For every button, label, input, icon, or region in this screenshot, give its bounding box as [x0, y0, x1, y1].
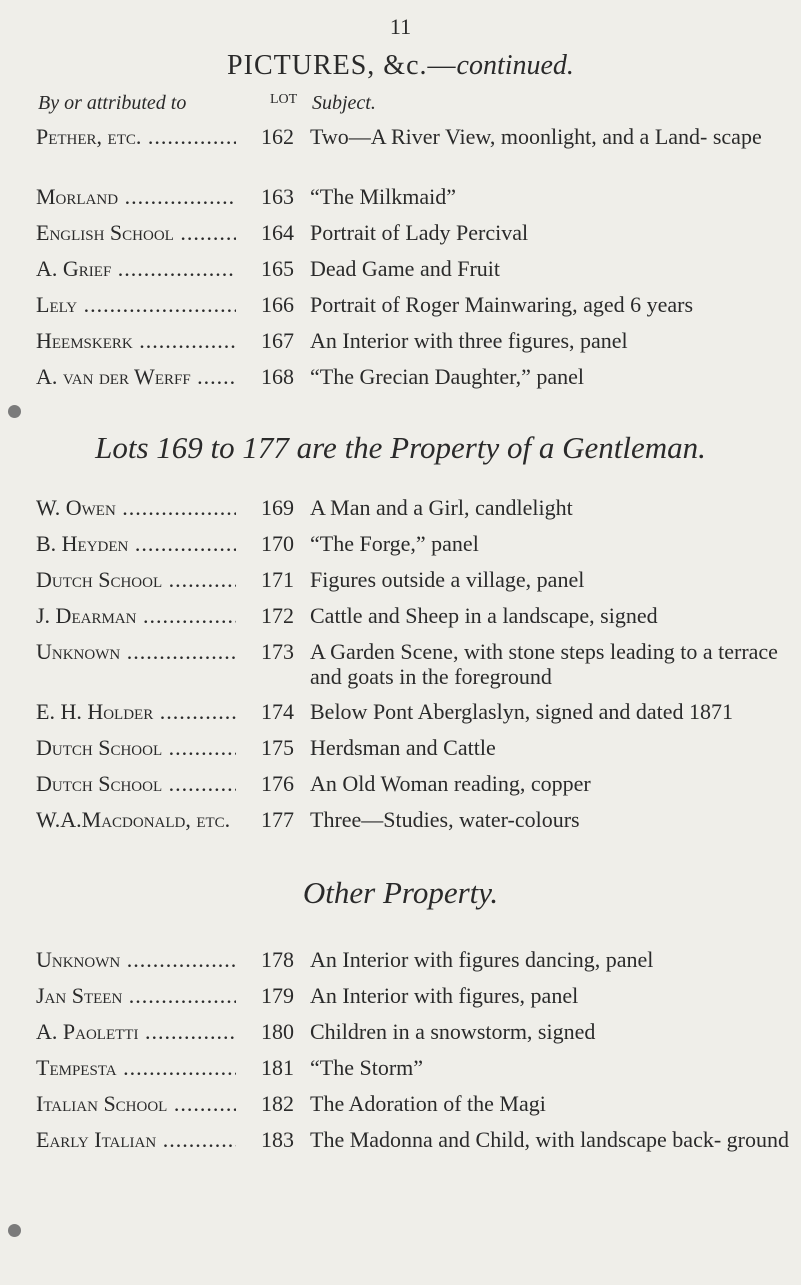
artist-name: Pether, etc. ..... — [36, 124, 236, 149]
lot-number: 176 — [238, 771, 294, 796]
artist-name: B. Heyden ..... — [36, 531, 236, 556]
lot-number: 173 — [238, 639, 294, 664]
lot-number: 174 — [238, 699, 294, 724]
binding-hole-marker — [8, 405, 21, 418]
lot-number: 166 — [238, 292, 294, 317]
page-title — [0, 50, 801, 82]
subject-text: Children in a snowstorm, signed — [310, 1019, 596, 1044]
artist-name: Unknown ..... — [36, 639, 236, 664]
artist-name: Jan Steen ..... — [36, 983, 236, 1008]
lot-number: 170 — [238, 531, 294, 556]
subject-text: Figures outside a village, panel — [310, 567, 585, 592]
binding-hole-marker — [8, 1224, 21, 1237]
lot-number: 164 — [238, 220, 294, 245]
artist-name: E. H. Holder ..... — [36, 699, 236, 724]
lot-number: 175 — [238, 735, 294, 760]
artist-name: Dutch School ..... — [36, 771, 236, 796]
subject-text: Cattle and Sheep in a landscape, signed — [310, 603, 658, 628]
lot-number: 171 — [238, 567, 294, 592]
title-main: PICTURES, &c.— — [227, 50, 457, 81]
lot-number: 162 — [238, 124, 294, 149]
artist-name: A. van der Werff ..... — [36, 364, 236, 389]
section-heading: Lots 169 to 177 are the Property of a Gentleman. — [95, 430, 706, 465]
header-subject: Subject. — [312, 92, 376, 114]
artist-name: Lely ..... — [36, 292, 236, 317]
lot-number: 172 — [238, 603, 294, 628]
artist-name: J. Dearman ..... — [36, 603, 236, 628]
lot-number: 178 — [238, 947, 294, 972]
artist-name: W. Owen ..... — [36, 495, 236, 520]
subject-text: Herdsman and Cattle — [310, 735, 496, 760]
subject-text: Portrait of Lady Percival — [310, 220, 529, 245]
artist-name: A. Grief ..... — [36, 256, 236, 281]
lot-number: 163 — [238, 184, 294, 209]
title-suffix: continued. — [456, 50, 574, 81]
lot-number: 168 — [238, 364, 294, 389]
lot-number: 181 — [238, 1055, 294, 1080]
header-lot: LOT — [270, 92, 298, 107]
subject-text: Three—Studies, water-colours — [310, 807, 580, 832]
subject-text: The Madonna and Child, with landscape back- ground — [310, 1127, 789, 1152]
subject-text: An Interior with figures dancing, panel — [310, 947, 654, 972]
artist-name: Dutch School ..... — [36, 567, 236, 592]
subject-text: Below Pont Aberglaslyn, signed and dated 1871 — [310, 699, 734, 724]
lot-number: 183 — [238, 1127, 294, 1152]
artist-name: Tempesta ..... — [36, 1055, 236, 1080]
subject-text: A Man and a Girl, candlelight — [310, 495, 573, 520]
artist-name: W.A.Macdonald, etc. ..... — [36, 807, 236, 832]
lot-number: 165 — [238, 256, 294, 281]
page-number: 11 — [389, 14, 412, 39]
subject-text: Portrait of Roger Mainwaring, aged 6 years — [310, 292, 694, 317]
artist-name: Italian School ..... — [36, 1091, 236, 1116]
subject-text: “The Forge,” panel — [310, 531, 479, 556]
header-artist: By or attributed to — [38, 92, 187, 114]
subject-text: An Old Woman reading, copper — [310, 771, 591, 796]
artist-name: Early Italian ..... — [36, 1127, 236, 1152]
subject-text: Two—A River View, moonlight, and a Land- scape — [310, 124, 762, 149]
lot-number: 182 — [238, 1091, 294, 1116]
subject-text: “The Grecian Daughter,” panel — [310, 364, 584, 389]
artist-name: Morland ..... — [36, 184, 236, 209]
subject-text: A Garden Scene, with stone steps leading to a terrace and goats in the foreground — [310, 639, 778, 689]
lot-number: 177 — [238, 807, 294, 832]
artist-name: Unknown ..... — [36, 947, 236, 972]
lot-number: 180 — [238, 1019, 294, 1044]
subject-text: The Adoration of the Magi — [310, 1091, 546, 1116]
lot-number: 167 — [238, 328, 294, 353]
lot-number: 169 — [238, 495, 294, 520]
artist-name: Dutch School ..... — [36, 735, 236, 760]
section-heading: Other Property. — [302, 875, 499, 910]
subject-text: “The Storm” — [310, 1055, 424, 1080]
artist-name: Heemskerk ..... — [36, 328, 236, 353]
subject-text: “The Milkmaid” — [310, 184, 457, 209]
subject-text: Dead Game and Fruit — [310, 256, 500, 281]
artist-name: English School ..... — [36, 220, 236, 245]
artist-name: A. Paoletti ..... — [36, 1019, 236, 1044]
lot-number: 179 — [238, 983, 294, 1008]
subject-text: An Interior with figures, panel — [310, 983, 579, 1008]
subject-text: An Interior with three figures, panel — [310, 328, 628, 353]
